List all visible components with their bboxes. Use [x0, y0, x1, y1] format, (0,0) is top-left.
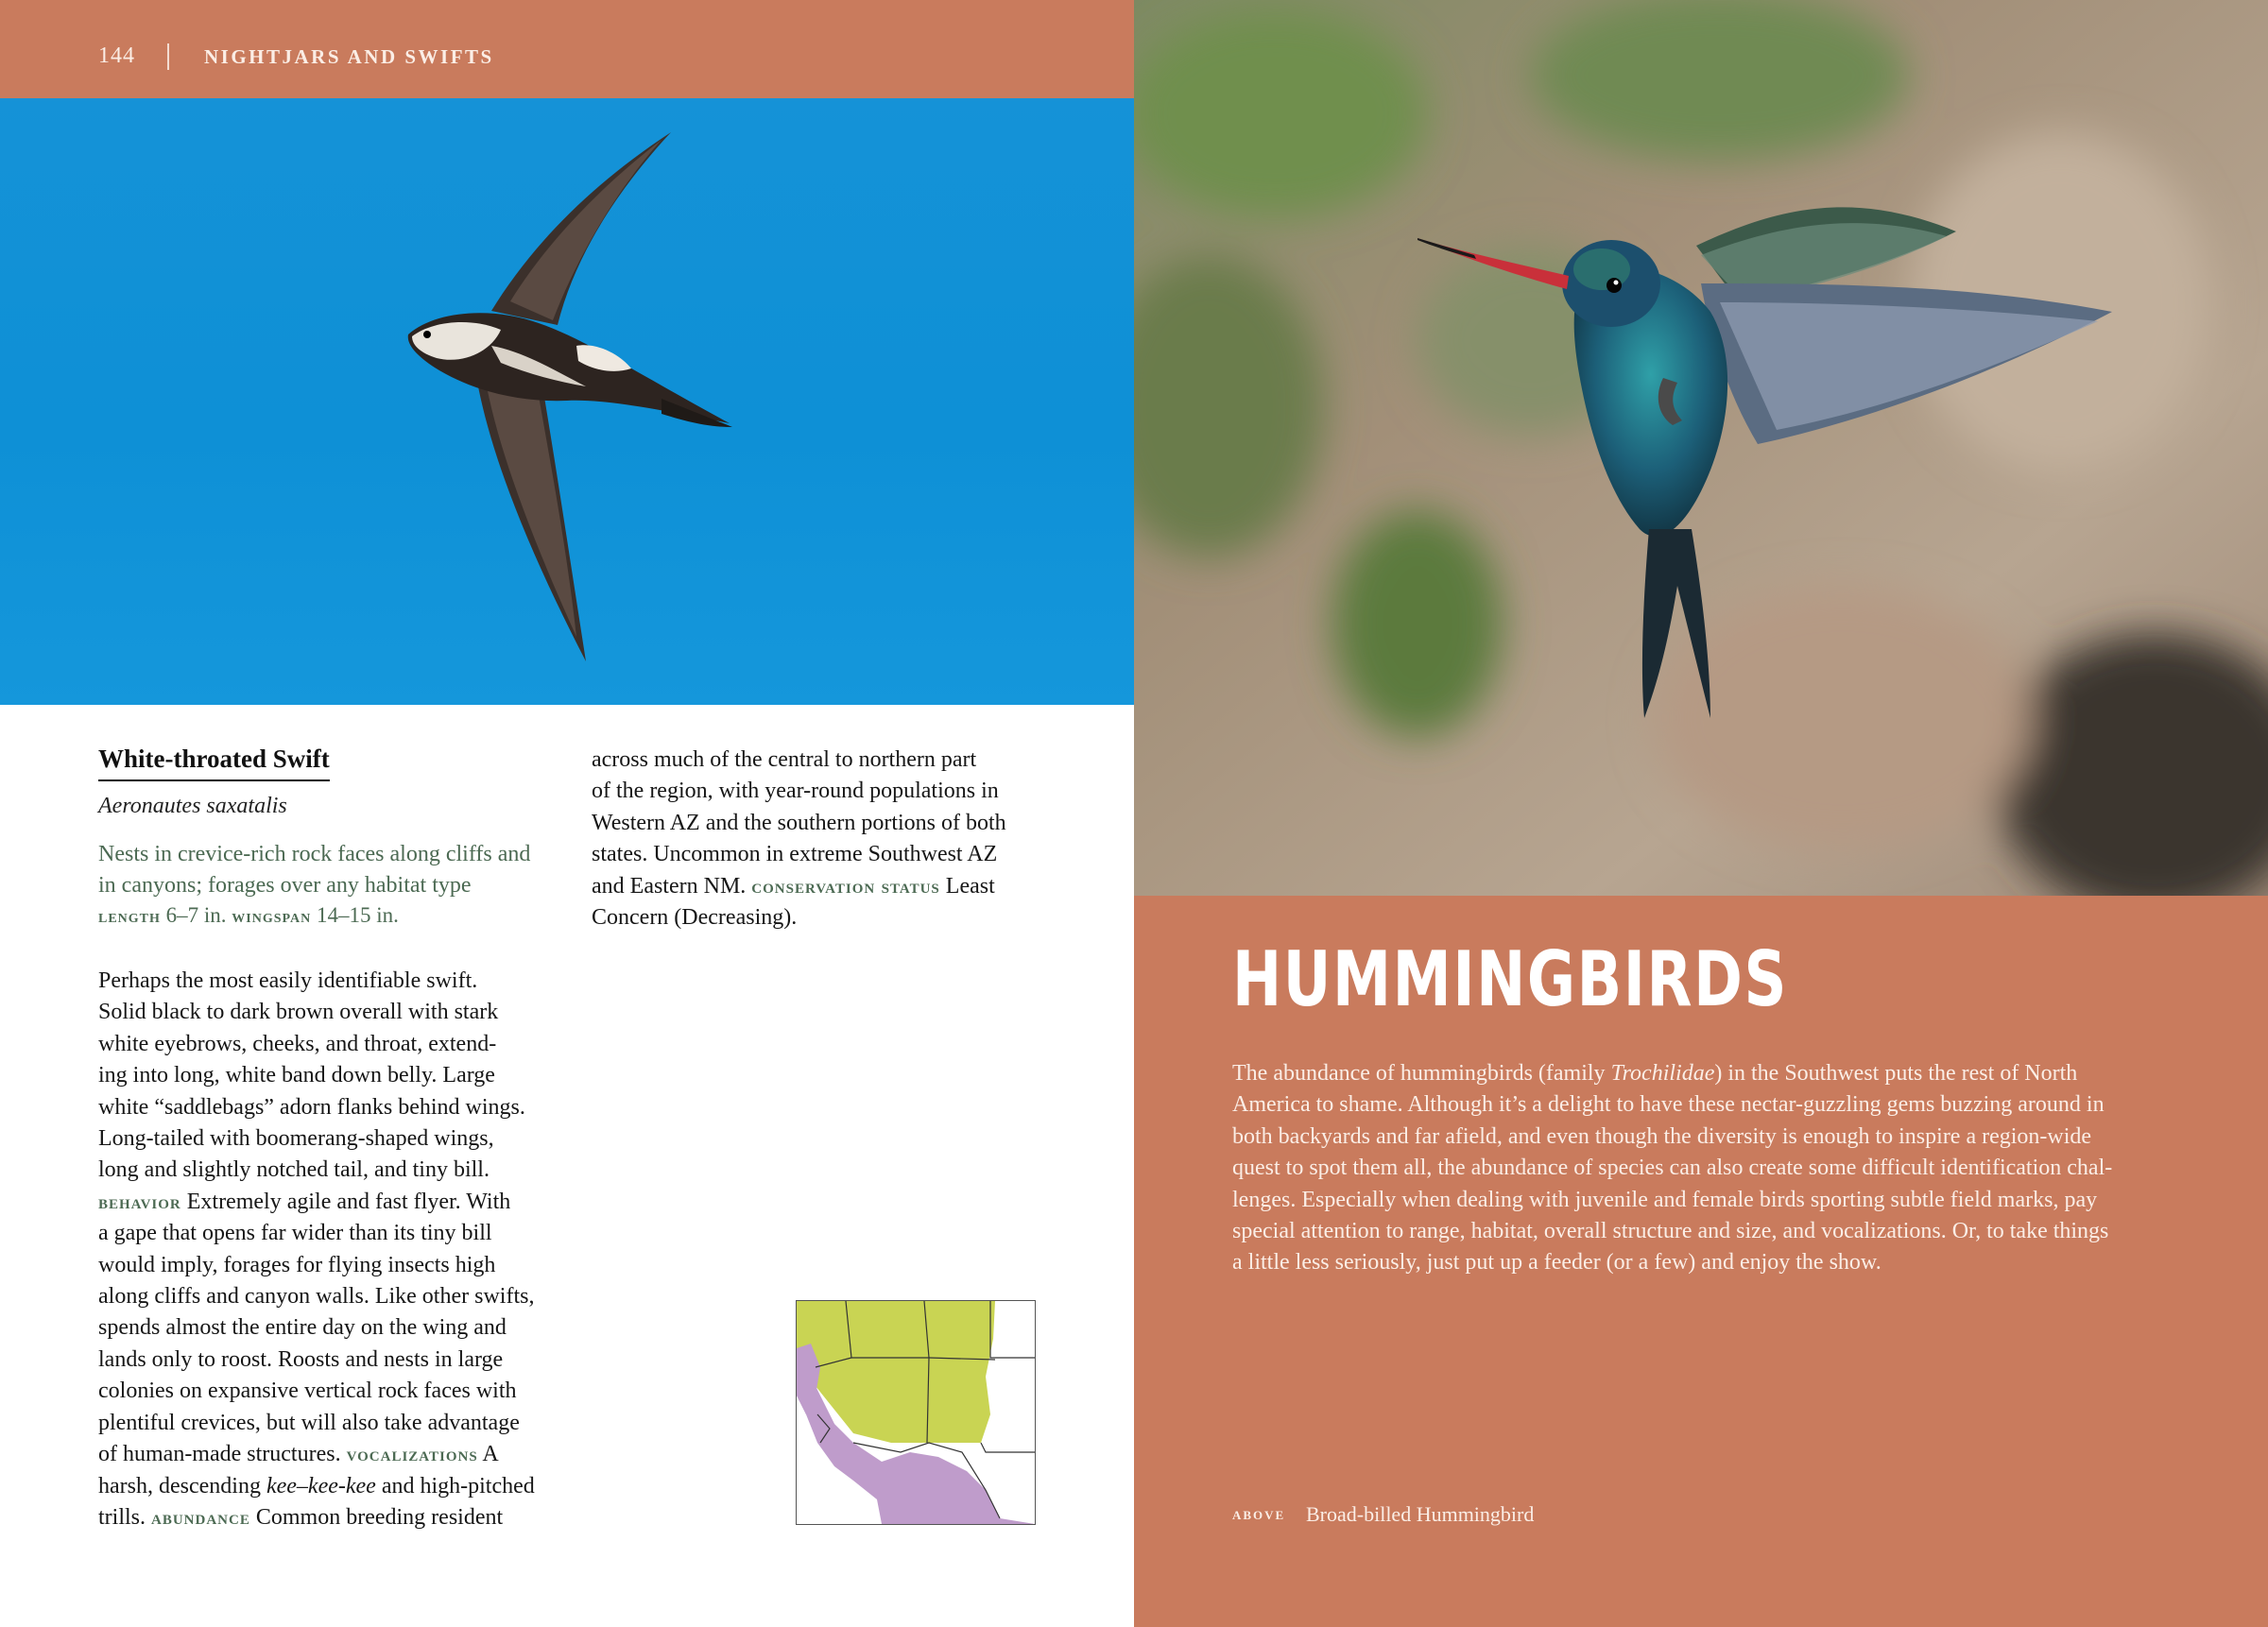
swift-photo: [0, 98, 1134, 705]
text-line: [98, 1502, 535, 1533]
family-name: Trochilidae: [1610, 1061, 1715, 1086]
length-label: length: [98, 906, 161, 927]
text-segment: and high-pitched: [381, 1473, 535, 1499]
text-line: colonies on expansive vertical rock faces with: [98, 1379, 517, 1404]
text-line: lenges. Especially when dealing with juvenile and female birds sporting subtle field marks, pay: [1232, 1187, 2098, 1212]
photo-caption: Broad-billed Hummingbird: [1306, 1502, 1535, 1526]
text-segment: harsh, descending: [98, 1473, 261, 1499]
wingspan-label: wingspan: [232, 906, 312, 927]
range-map: [796, 1300, 1036, 1525]
species-description-column-2: [592, 745, 1006, 933]
text-segment: and Eastern NM.: [592, 873, 747, 899]
habitat-line: Nests in crevice-rich rock faces along cliffs and: [98, 842, 531, 866]
text-line: [98, 1471, 535, 1502]
text-line: white eyebrows, cheeks, and throat, extend-: [98, 1031, 497, 1056]
text-line: a gape that opens far wider than its tiny bill: [98, 1221, 492, 1246]
text-line: quest to spot them all, the abundance of species can also create some difficult identification chal-: [1232, 1156, 2113, 1181]
text-line: of the region, with year-round populations in: [592, 779, 999, 804]
text-line: ing into long, white band down belly. Large: [98, 1063, 495, 1088]
text-line: Concern (Decreasing).: [592, 905, 798, 931]
caption-label: above: [1232, 1504, 1286, 1523]
section-heading: HUMMINGBIRDS: [1232, 935, 1789, 1023]
text-line: a little less seriously, just put up a feeder (or a few) and enjoy the show.: [1232, 1250, 1881, 1276]
section-intro-text: [1232, 1058, 2112, 1279]
text-segment: The abundance of hummingbirds (family: [1232, 1061, 1606, 1086]
measurements: [98, 903, 399, 928]
text-line: white “saddlebags” adorn flanks behind wings.: [98, 1094, 525, 1120]
text-line: special attention to range, habitat, overall structure and size, and vocalizations. Or, to take things: [1232, 1219, 2109, 1244]
hummingbird-illustration: [1134, 0, 2268, 896]
text-segment: trills.: [98, 1504, 146, 1530]
text-line: [592, 871, 1006, 902]
length-value: 6–7 in.: [165, 903, 227, 927]
habitat-line: in canyons; forages over any habitat type: [98, 873, 472, 898]
text-segment: ) in the Southwest puts the rest of North: [1714, 1061, 2078, 1086]
vocalizations-label: vocalizations: [346, 1443, 478, 1466]
range-map-drawing: [797, 1301, 1035, 1524]
text-line: both backyards and far afield, and even though the diversity is enough to inspire a region-wide: [1232, 1123, 2092, 1149]
text-line: across much of the central to northern part: [592, 747, 977, 772]
text-line: [98, 1187, 535, 1218]
wingspan-value: 14–15 in.: [317, 903, 399, 927]
text-segment: Least: [945, 873, 995, 899]
header-divider: [167, 43, 169, 70]
chapter-title: NIGHTJARS AND SWIFTS: [204, 45, 494, 68]
behavior-label: behavior: [98, 1190, 181, 1213]
text-line: Perhaps the most easily identifiable swift.: [98, 968, 478, 993]
text-line: would imply, forages for flying insects high: [98, 1252, 496, 1277]
text-line: plentiful crevices, but will also take advantage: [98, 1410, 520, 1435]
species-description-column-1: [98, 966, 535, 1533]
text-line: spends almost the entire day on the wing and: [98, 1315, 507, 1341]
text-line: along cliffs and canyon walls. Like other swifts,: [98, 1284, 535, 1310]
text-line: America to shame. Although it’s a delight to have these nectar-guzzling gems buzzing around in: [1232, 1092, 2105, 1118]
text-line: [98, 1439, 535, 1470]
swift-illustration: [0, 98, 1134, 705]
species-scientific-name: Aeronautes saxatalis: [98, 794, 287, 818]
text-segment: Extremely agile and fast flyer. With: [186, 1189, 511, 1214]
text-segment: Common breeding resident: [255, 1504, 504, 1530]
text-segment: A: [482, 1442, 499, 1467]
species-common-name: White-throated Swift: [98, 745, 330, 781]
text-line: Western AZ and the southern portions of both: [592, 810, 1006, 835]
text-line: [1232, 1058, 2112, 1089]
call-transcription: kee–kee-kee: [266, 1473, 376, 1499]
text-line: long and slightly notched tail, and tiny bill.: [98, 1157, 490, 1183]
hummingbird-photo: [1134, 0, 2268, 896]
habitat-description: [98, 839, 552, 901]
text-segment: of human-made structures.: [98, 1442, 341, 1467]
page-header: [0, 0, 1134, 98]
text-line: states. Uncommon in extreme Southwest AZ: [592, 842, 998, 867]
page-number: 144: [98, 43, 135, 68]
text-line: lands only to roost. Roosts and nests in large: [98, 1346, 504, 1372]
conservation-status-label: conservation status: [751, 874, 940, 898]
text-line: Long-tailed with boomerang-shaped wings,: [98, 1126, 494, 1152]
abundance-label: abundance: [151, 1505, 250, 1529]
text-line: Solid black to dark brown overall with stark: [98, 1000, 499, 1025]
